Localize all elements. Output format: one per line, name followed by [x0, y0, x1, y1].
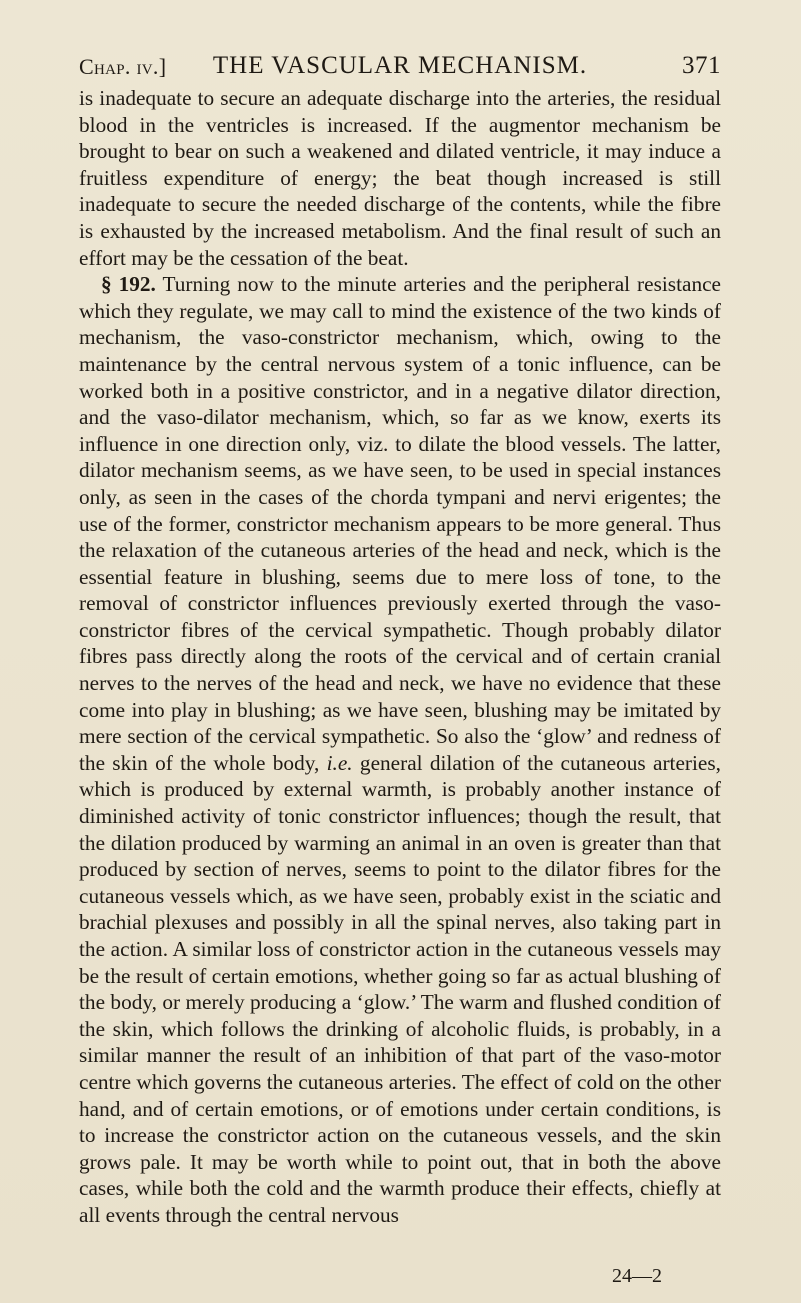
- section-text-ie: i.e.: [326, 750, 353, 775]
- continued-paragraph: is inadequate to secure an adequate discharge into the arteries, the residual blood in the ventricles is increased. If the augmentor mechanism be brought to bear on such a weakened and dilated ventricle, it may induce a fruitless expenditure of energy; the beat though increased is still inadequate to secure the needed discharge of the contents, while the fibre is exhausted by the increased metabolism. And the final result of such an effort may be the cessation of the beat.: [79, 86, 721, 270]
- section-text-part-2: general dilation of the cutaneous arteries, which is produced by external warmth, is probably another instance of diminished activity of tonic constrictor influences; though the result, that the dilation produced by warming an animal in an oven is greater than that produced by section of nerves, seems to point to the dilator fibres for the cutaneous vessels which, as we have seen, probably exist in the sciatic and brachial plexuses and possibly in all the spinal nerves, also taking part in the action. A similar loss of constrictor action in the cutaneous vessels may be the result of certain emotions, whether going so far as actual blushing of the body, or merely producing a ‘glow.’ The warm and flushed condition of the skin, which follows the drinking of alcoholic fluids, is probably, in a similar manner the result of an inhibition of that part of the vaso-motor centre which governs the cutaneous arteries. The effect of cold on the other hand, and of certain emotions, or of emotions under certain conditions, is to increase the constrictor action on the cutaneous vessels, and the skin grows pale. It may be worth while to point out, that in both the above cases, while both the cold and the warmth produce their effects, chiefly at all events through the central nervous: [79, 750, 721, 1227]
- running-header: [79, 52, 721, 82]
- chapter-label: Chap. iv.]: [79, 54, 167, 79]
- signature-mark: 24—2: [612, 1265, 662, 1287]
- body-text: [79, 85, 721, 1229]
- page-title: THE VASCULAR MECHANISM.: [212, 52, 588, 79]
- page-number: 371: [682, 52, 721, 79]
- section-text-part-1: Turning now to the minute arteries and the peripheral resistance which they regulate, we may call to mind the existence of the two kinds of mechanism, the vaso-constrictor mechanism, which, owing to the maintenance by the central nervous system of a tonic influence, can be worked both in a positive constrictor, and in a negative dilator direction, and the vaso-dilator mechanism, which, so far as we know, exerts its influence in one direction only, viz. to dilate the blood vessels. The latter, dilator mechanism seems, as we have seen, to be used in special instances only, as seen in the cases of the chorda tympani and nervi erigentes; the use of the former, constrictor mechanism appears to be more general. Thus the relaxation of the cutaneous arteries of the head and neck, which is the essential feature in blushing, seems due to mere loss of tone, to the removal of constrictor influences previously exerted through the vaso-constrictor fibres of the cervical sympathetic. Though probably dilator fibres pass directly along the roots of the cervical and of certain cranial nerves to the nerves of the head and neck, we have no evidence that these come into play in blushing; as we have seen, blushing may be imitated by mere section of the cervical sympathetic. So also the ‘glow’ and redness of the skin of the whole body,: [79, 272, 721, 775]
- section-192-paragraph: [79, 271, 721, 1228]
- section-label: § 192.: [101, 272, 156, 297]
